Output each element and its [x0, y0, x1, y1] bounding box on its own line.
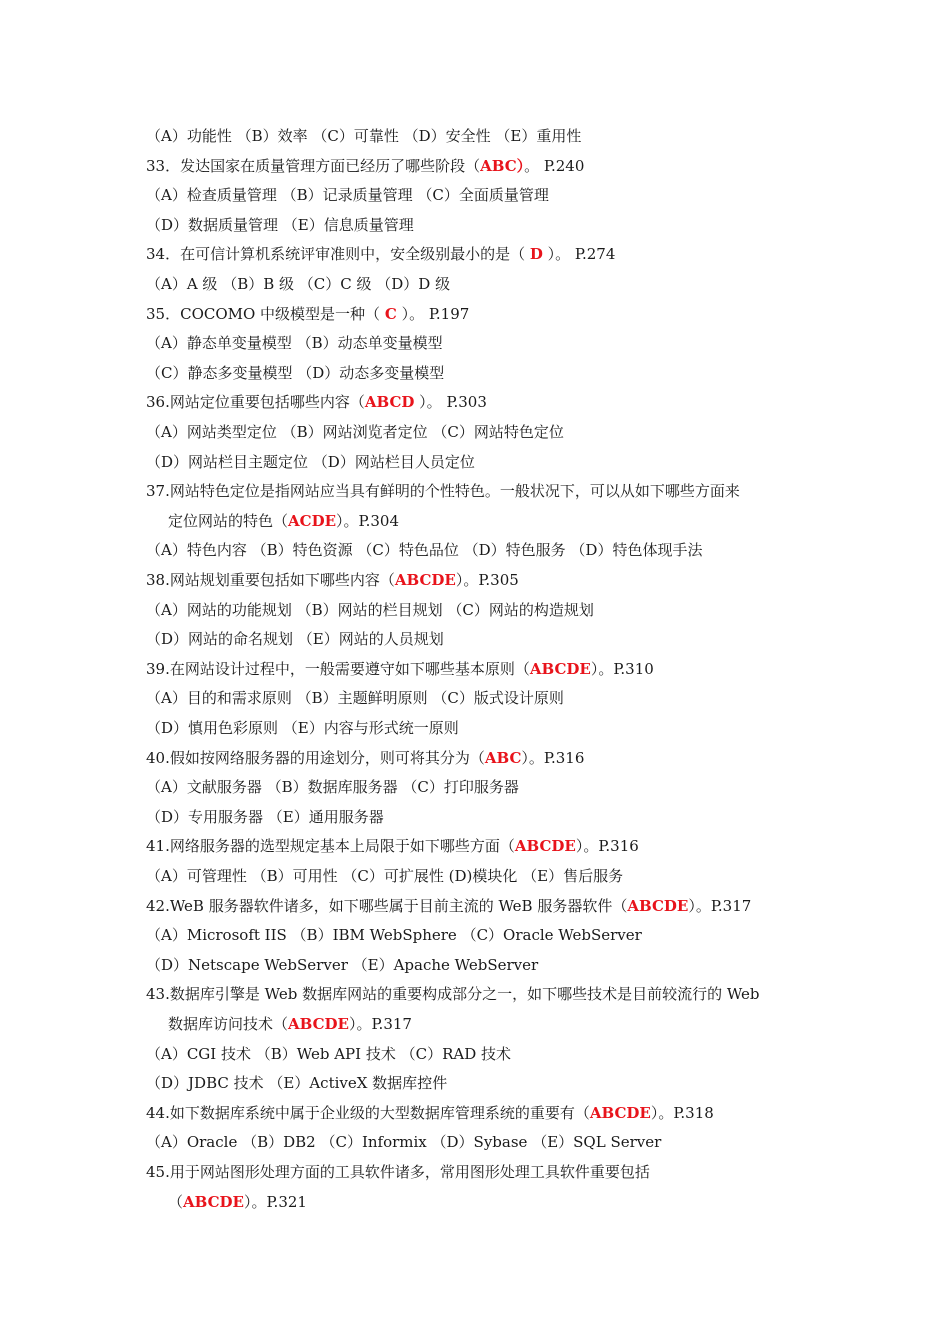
line-text: ）。P.317: [349, 1015, 412, 1033]
line-text: （A）检查质量管理 （B）记录质量管理 （C）全面质量管理: [146, 186, 549, 205]
line-text: （A）A 级 （B）B 级 （C）C 级 （D）D 级: [146, 275, 451, 293]
document-line: [146, 896, 751, 916]
answer-key: ABC: [484, 748, 522, 767]
line-text: 数据库访问技术（: [168, 1015, 289, 1033]
document-line: [146, 1103, 714, 1123]
line-text: 44.如下数据库系统中属于企业级的大型数据库管理系统的重要有（: [146, 1103, 590, 1122]
line-text: 39.在网站设计过程中，一般需要遵守如下哪些基本原则（: [146, 659, 530, 678]
line-text: 40.假如按网络服务器的用途划分，则可将其分为（: [146, 748, 485, 767]
document-line: [146, 274, 450, 294]
document-line: [146, 955, 538, 975]
line-text: （A）网站类型定位 （B）网站浏览者定位 （C）网站特色定位: [146, 423, 564, 441]
line-text: ）。P.310: [590, 659, 654, 678]
line-text: （A）CGI 技术 （B）Web API 技术 （C）RAD 技术: [146, 1044, 512, 1063]
document-line: [146, 1132, 661, 1152]
line-text: ）。 P.274: [542, 245, 616, 264]
line-text: （: [168, 1192, 184, 1211]
line-text: ）。P.321: [244, 1192, 307, 1211]
answer-key: ABCD: [364, 393, 415, 412]
answer-key: ABCDE: [589, 1103, 651, 1122]
answer-key: C: [384, 304, 397, 323]
line-text: （A）Microsoft IIS （B）IBM WebSphere （C）Oracle WebServer: [146, 926, 642, 945]
line-text: （D）JDBC 技术 （E）ActiveX 数据库控件: [146, 1074, 448, 1093]
answer-key: ABC）: [480, 156, 525, 175]
line-text: ）。 P.197: [396, 304, 470, 323]
line-text: （A）文献服务器 （B）数据库服务器 （C）打印服务器: [146, 778, 519, 797]
line-text: 37.网站特色定位是指网站应当具有鲜明的个性特色。一般状况下，可以从如下哪些方面来: [146, 482, 740, 501]
document-line: [146, 481, 740, 501]
document-line: [146, 244, 615, 264]
line-text: 33．发达国家在质量管理方面已经历了哪些阶段（: [146, 156, 481, 175]
line-text: （C）静态多变量模型 （D）动态多变量模型: [146, 363, 445, 382]
line-text: （D）Netscape WebServer （E）Apache WebServer: [146, 955, 539, 974]
document-line: [146, 688, 564, 708]
document-line: [146, 392, 487, 412]
line-text: （A）静态单变量模型 （B）动态单变量模型: [146, 334, 443, 353]
document-line: [146, 866, 623, 886]
document-line: [146, 156, 584, 176]
line-text: （D）网站栏目主题定位 （D）网站栏目人员定位: [146, 452, 475, 471]
line-text: 43.数据库引擎是 Web 数据库网站的重要构成部分之一，如下哪些技术是目前较流行的 Web: [146, 985, 760, 1004]
document-line: [146, 333, 443, 353]
document-line: [146, 807, 384, 827]
line-text: （A）目的和需求原则 （B）主题鲜明原则 （C）版式设计原则: [146, 689, 564, 708]
line-text: （A）网站的功能规划 （B）网站的栏目规划 （C）网站的构造规划: [146, 600, 594, 619]
answer-key: ABCDE: [627, 896, 689, 915]
answer-key: ABCDE: [288, 1015, 349, 1033]
line-text: ）。P.304: [336, 511, 399, 530]
document-line: [146, 540, 702, 560]
document-line: [146, 570, 519, 590]
document-line: [146, 363, 444, 383]
document-line: [146, 126, 581, 146]
line-text: 。 P.240: [524, 156, 585, 175]
document-line: [146, 600, 594, 620]
document-line: [146, 925, 642, 945]
line-text: （A）Oracle （B）DB2 （C）Informix （D）Sybase （E）SQL Server: [146, 1133, 662, 1152]
line-text: （A）可管理性 （B）可用性 （C）可扩展性 (D)模块化 （E）售后服务: [146, 867, 624, 885]
question-line-continuation: [168, 1014, 412, 1034]
document-line: [146, 1044, 511, 1064]
document-line: [146, 836, 639, 856]
line-text: 34．在可信计算机系统评审准则中，安全级别最小的是（: [146, 245, 530, 264]
line-text: ）。 P.303: [414, 393, 487, 412]
line-text: （D）慎用色彩原则 （E）内容与形式统一原则: [146, 719, 459, 737]
line-text: 35．COCOMO 中级模型是一种（: [146, 304, 385, 323]
answer-key: ABCDE: [394, 571, 456, 589]
line-text: 42.WeB 服务器软件诸多，如下哪些属于目前主流的 WeB 服务器软件（: [146, 896, 628, 915]
document-line: [146, 984, 760, 1004]
line-text: 38.网站规划重要包括如下哪些内容（: [146, 571, 395, 589]
document-line: [146, 422, 564, 442]
document-line: [146, 452, 475, 472]
question-line-continuation: [168, 511, 399, 531]
line-text: ）。P.318: [650, 1103, 714, 1122]
line-text: 36.网站定位重要包括哪些内容（: [146, 393, 365, 412]
document-line: [146, 215, 414, 235]
document-line: [146, 777, 519, 797]
line-text: ）。P.316: [521, 748, 585, 767]
line-text: （D）专用服务器 （E）通用服务器: [146, 807, 384, 826]
document-line: [146, 748, 584, 768]
answer-key: ABCDE: [529, 659, 591, 678]
answer-key: D: [529, 245, 543, 264]
line-text: （A）特色内容 （B）特色资源 （C）特色品位 （D）特色服务 （D）特色体现手法: [146, 541, 703, 560]
line-text: ）。P.317: [688, 896, 752, 915]
line-text: （A）功能性 （B）效率 （C）可靠性 （D）安全性 （E）重用性: [146, 127, 582, 145]
line-text: ）。P.305: [455, 571, 519, 589]
document-line: [146, 659, 654, 679]
line-text: 41.网络服务器的选型规定基本上局限于如下哪些方面（: [146, 837, 515, 856]
line-text: （D）网站的命名规划 （E）网站的人员规划: [146, 630, 444, 649]
line-text: （D）数据质量管理 （E）信息质量管理: [146, 215, 414, 234]
answer-key: ABCDE: [514, 837, 576, 856]
line-text: ）。P.316: [575, 837, 639, 856]
document-line: [146, 1162, 650, 1182]
document-line: [146, 718, 459, 738]
question-line-continuation: [168, 1192, 307, 1212]
line-text: 定位网站的特色（: [168, 511, 289, 530]
document-line: [146, 185, 549, 205]
answer-key: ACDE: [288, 511, 337, 530]
document-line: [146, 304, 469, 324]
line-text: 45.用于网站图形处理方面的工具软件诸多，常用图形处理工具软件重要包括: [146, 1163, 650, 1181]
document-line: [146, 1073, 447, 1093]
document-line: [146, 629, 444, 649]
answer-key: ABCDE: [183, 1192, 244, 1211]
